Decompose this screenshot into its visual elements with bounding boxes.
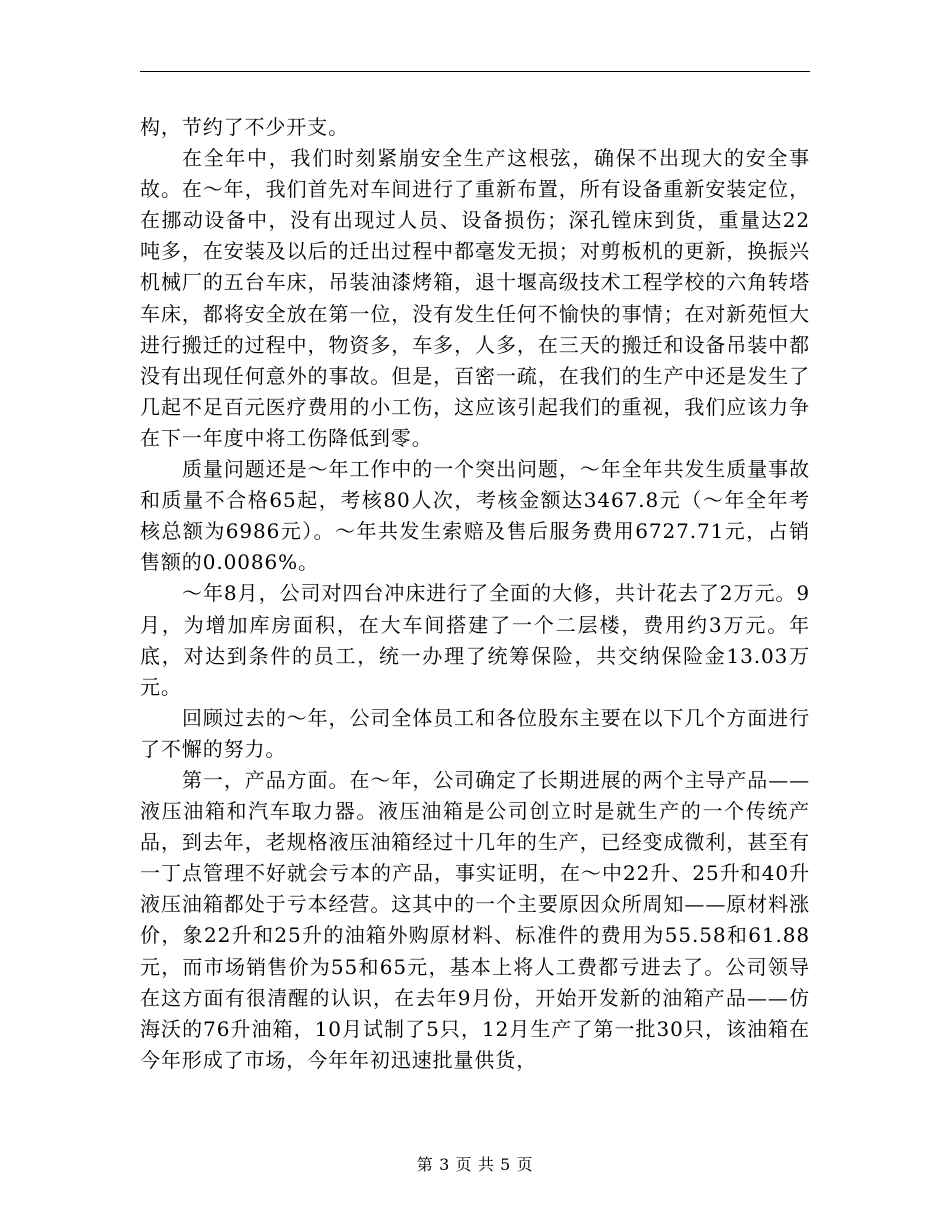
paragraph-3: 质量问题还是～年工作中的一个突出问题，～年全年共发生质量事故和质量不合格65起，考核80人次，考核金额达3467.8元（～年全年考核总额为6986元）。～年共发生索赔及售后服务费用6727.71元，占销售额的0.0086%。 — [140, 457, 810, 575]
paragraph-1: 构，节约了不少开支。 — [140, 115, 349, 139]
paragraph-6: 第一，产品方面。在～年，公司确定了长期进展的两个主导产品——液压油箱和汽车取力器。液压油箱是公司创立时是就生产的一个传统产品，到去年，老规格液压油箱经过十几年的生产，已经变成微利，甚至有一丁点管理不好就会亏本的产品，事实证明，在～中22升、25升和40升液压油箱都处于亏本经营。这其中的一个主要原因众所周知——原材料涨价，象22升和25升的油箱外购原材料、标准件的费用为55.58和61.88元，而市场销售价为55和65元，基本上将人工费都亏进去了。公司领导在这方面有很清醒的认识，在去年9月份，开始开发新的油箱产品——仿海沃的76升油箱，10月试制了5只，12月生产了第一批30只，该油箱在今年形成了市场，今年年初迅速批量供货， — [140, 767, 810, 1072]
page-number: 第 3 页 共 5 页 — [416, 1155, 534, 1174]
paragraph-2: 在全年中，我们时刻紧崩安全生产这根弦，确保不出现大的安全事故。在～年，我们首先对车间进行了重新布置，所有设备重新安装定位，在挪动设备中，没有出现过人员、设备损伤；深孔镗床到货，重量达22吨多，在安装及以后的迁出过程中都毫发无损；对剪板机的更新，换振兴机械厂的五台车床，吊装油漆烤箱，退十堰高级技术工程学校的六角转塔车床，都将安全放在第一位，没有发生任何不愉快的事情；在对新苑恒大进行搬迁的过程中，物资多，车多，人多，在三天的搬迁和设备吊装中都没有出现任何意外的事故。但是，百密一疏，在我们的生产中还是发生了几起不足百元医疗费用的小工伤，这应该引起我们的重视，我们应该力争在下一年度中将工伤降低到零。 — [140, 146, 810, 450]
paragraph-5: 回顾过去的～年，公司全体员工和各位股东主要在以下几个方面进行了不懈的努力。 — [140, 705, 810, 761]
header-rule — [140, 71, 810, 72]
page-footer — [0, 1152, 950, 1175]
paragraph-4: ～年8月，公司对四台冲床进行了全面的大修，共计花去了2万元。9月，为增加库房面积，在大车间搭建了一个二层楼，费用约3万元。年底，对达到条件的员工，统一办理了统筹保险，共交纳保险金13.03万元。 — [140, 581, 810, 699]
document-body — [140, 112, 810, 1076]
